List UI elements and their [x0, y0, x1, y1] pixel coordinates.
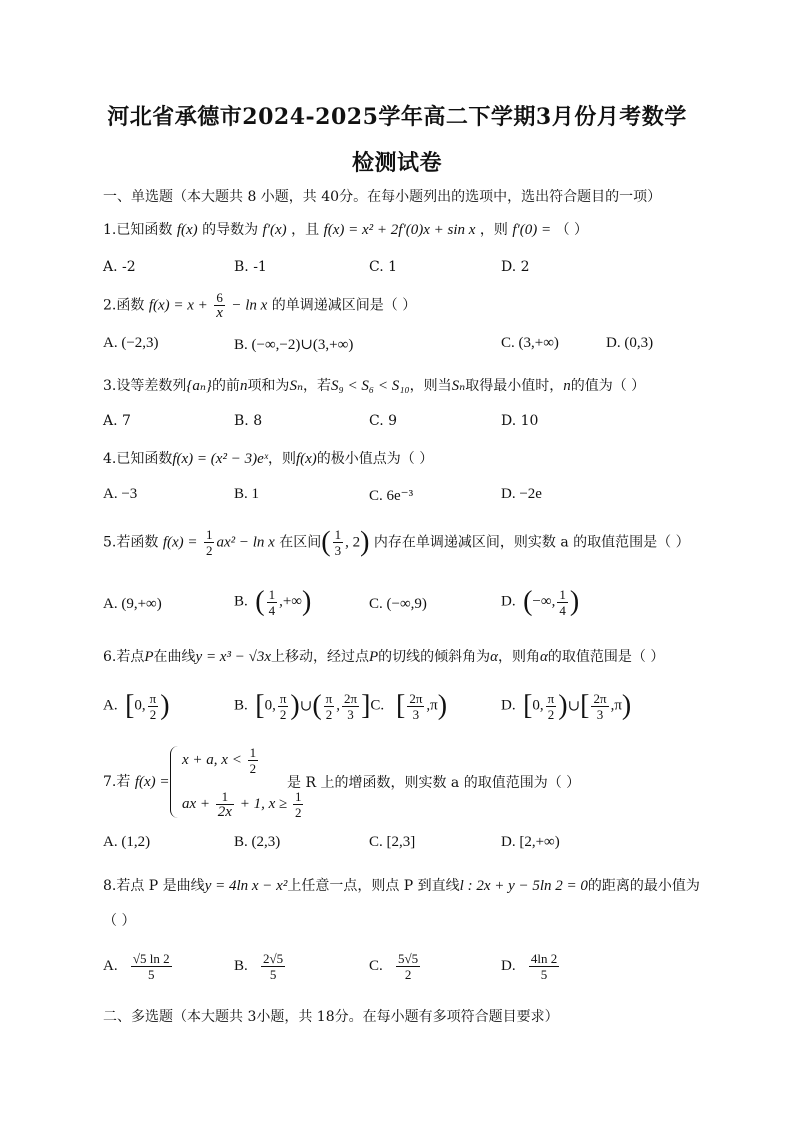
q5-option-c[interactable]: C. (−∞,9) [369, 596, 427, 612]
q6-option-a[interactable]: A. [0, $\frac{\pi}{2}$ ) [103, 690, 170, 722]
q8-option-d[interactable]: D. $\frac{4\ln 2}{5}$ [501, 951, 558, 982]
question-1: 1.已知函数 f(x) 的导数为 f′(x) ，且 f(x) = x² + 2f′(0)x + sin x ，则 f′(0) = （ ） [103, 222, 589, 238]
q2-option-a[interactable]: A. (−2,3) [103, 335, 159, 351]
q1-option-a[interactable]: A. -2 [103, 259, 136, 275]
q3-option-c[interactable]: C. 9 [369, 413, 398, 429]
question-7-text: 是 R 上的增函数，则实数 a 的取值范围为（ ） [287, 775, 581, 791]
q7-option-b[interactable]: B. (2,3) [234, 834, 281, 850]
q7-option-d[interactable]: D. [2,+∞) [501, 834, 560, 850]
q6-option-b[interactable]: B. [0, $\frac{\pi}{2}$ )∪( $\frac{\pi}{2}$ , $\frac{2\pi}{3}$ ]C. [234, 690, 385, 722]
q8-option-a[interactable]: A. $\frac{√5 \ln 2}{5}$ [103, 951, 170, 982]
q5-option-a[interactable]: A. (9,+∞) [103, 596, 162, 612]
piecewise-brace [170, 746, 181, 818]
q1-option-b[interactable]: B. -1 [234, 259, 267, 275]
q3-option-d[interactable]: D. 10 [501, 413, 539, 429]
q4-option-a[interactable]: A. −3 [103, 486, 138, 502]
question-8: 8.若点 P 是曲线y = 4ln x − x²上任意一点，则点 P 到直线l : 2x + y − 5ln 2 = 0的距离的最小值为 [103, 878, 700, 894]
exam-title-line1: 河北省承德市2024-2025学年高二下学期3月份月考数学 [107, 104, 687, 130]
exam-title-line2: 检测试卷 [351, 150, 442, 176]
q2-option-d[interactable]: D. (0,3) [606, 335, 654, 351]
q8-option-c[interactable]: C. $\frac{5√5}{2}$ [369, 951, 419, 982]
q6-option-d[interactable]: D. [0, $\frac{\pi}{2}$ )∪[ $\frac{2\pi}{3}$ ,π) [501, 690, 632, 722]
q2-fraction: $\frac{6}{x}$ [216, 290, 223, 321]
section-multi-choice: 二、多选题（本大题共 3小题，共 18分。在每小题有多项符合题目要求） [103, 1009, 559, 1025]
q1-option-c[interactable]: C. 1 [369, 259, 398, 275]
q7-case-1: x + a, x < $\frac{1}{2}$ [182, 745, 257, 776]
question-7-lead: 7.若 f(x) = [103, 774, 170, 790]
q7-option-a[interactable]: A. (1,2) [103, 834, 151, 850]
q1-option-d[interactable]: D. 2 [501, 259, 530, 275]
question-2: 2.函数 f(x) = x + $\frac{6}{x}$ − ln x 的单调递减区间是（ ） [103, 290, 417, 321]
section-single-choice: 一、单选题（本大题共 8 小题，共 40分。在每小题列出的选项中，选出符合题目的一项） [103, 189, 662, 205]
q5-option-b[interactable]: B. ( $\frac{1}{4}$ ,+∞) [234, 586, 312, 618]
question-3: 3.设等差数列{aₙ}的前n项和为Sₙ，若S₉ < S₆ < S₁₀，则当Sₙ取得最小值时，n的值为（ ） [103, 378, 646, 394]
q2-option-c[interactable]: C. (3,+∞) [501, 335, 559, 351]
question-5: 5.若函数 f(x) = $\frac{1}{2}$ ax² − ln x 在区间( $\frac{1}{3}$ , 2) 内存在单调递减区间，则实数 a 的取值范围是（ ） [103, 526, 690, 558]
q7-option-c[interactable]: C. [2,3] [369, 834, 416, 850]
q3-option-a[interactable]: A. 7 [103, 413, 131, 429]
question-8-paren: （ ） [103, 913, 136, 929]
q8-option-b[interactable]: B. $\frac{2√5}{5}$ [234, 951, 284, 982]
q5-option-d[interactable]: D. (−∞, $\frac{1}{4}$ ) [501, 586, 580, 618]
q2-option-b[interactable]: B. (−∞,−2)∪(3,+∞) [234, 337, 354, 353]
q4-option-d[interactable]: D. −2e [501, 486, 542, 502]
q4-option-c[interactable]: C. 6e⁻³ [369, 488, 414, 504]
q3-option-b[interactable]: B. 8 [234, 413, 263, 429]
question-4: 4.已知函数f(x) = (x² − 3)eˣ，则f(x)的极小值点为（ ） [103, 451, 434, 467]
q4-option-b[interactable]: B. 1 [234, 486, 260, 502]
q7-case-2: ax + $\frac{1}{2x}$ + 1, x ≥ $\frac{1}{2}$ [182, 789, 302, 820]
q6-option-c[interactable]: [ $\frac{2\pi}{3}$ ,π) [396, 690, 448, 722]
question-6: 6.若点P在曲线y = x³ − √3x上移动，经过点P的切线的倾斜角为α，则角α的取值范围是（ ） [103, 649, 665, 665]
